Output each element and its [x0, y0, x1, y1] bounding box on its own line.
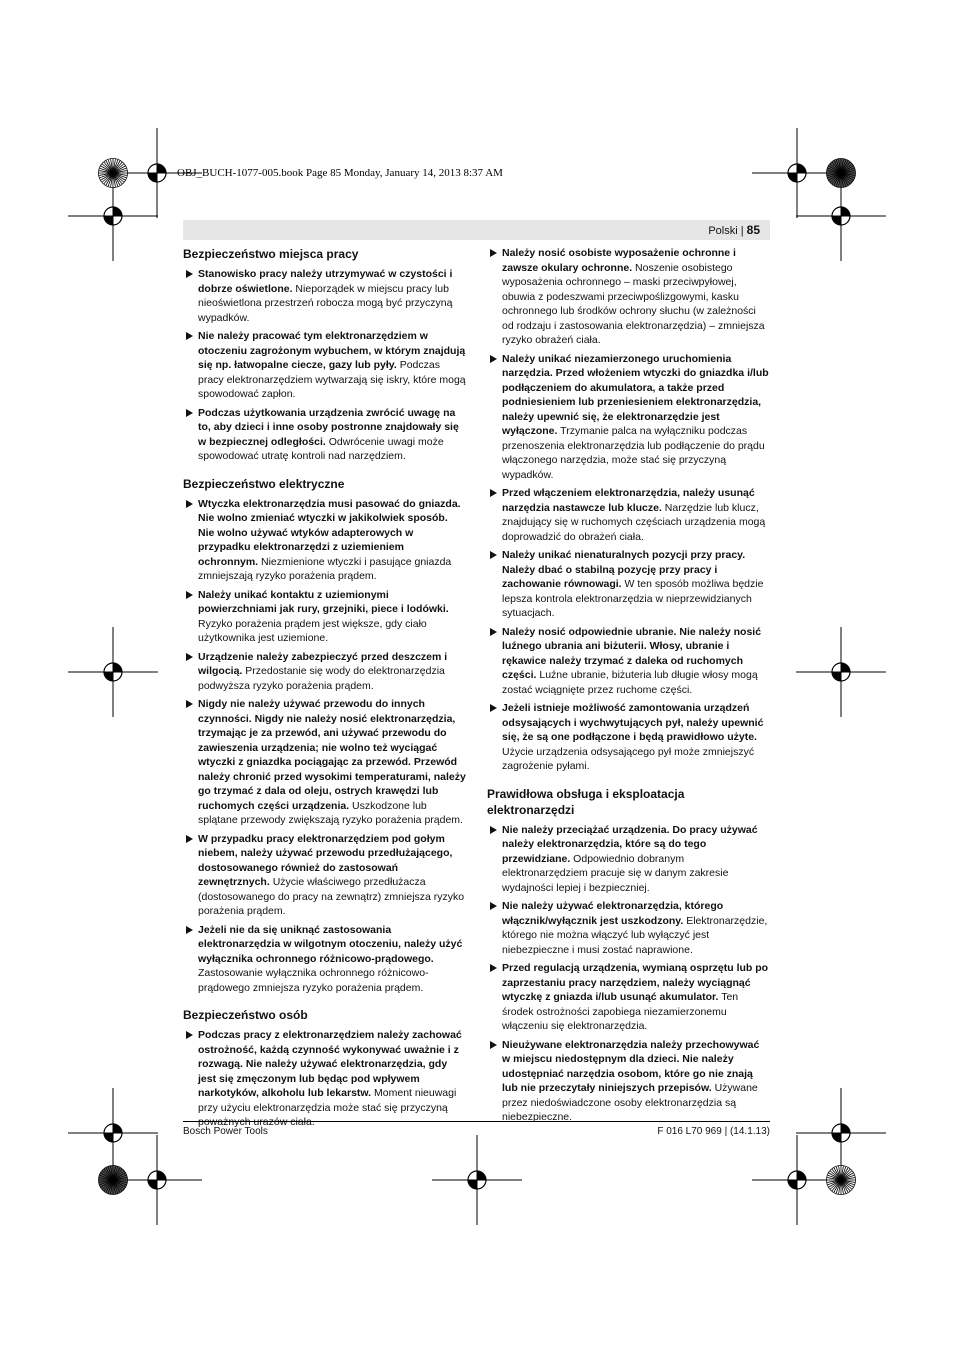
bullet-item — [487, 486, 770, 544]
footer-brand: Bosch Power Tools — [183, 1126, 268, 1137]
left-column — [183, 246, 466, 1134]
page-header — [708, 220, 770, 240]
bullet-bold-text: Wtyczka elektronarzędzia musi pasować do gniazda. Nie wolno zmieniać wtyczki w jakikolwiek sposób. Nie wolno używać wtyków adapterowych w przypadku elektronarzędzi z uziemieniem ochronnym. — [198, 497, 461, 568]
bullet-body-text: Zastosowanie wyłącznika ochronnego różnicowo-prądowego zmniejsza ryzyko porażenia prądem. — [198, 967, 429, 994]
bullet-bold-text: Jeżeli istnieje możliwość zamontowania urządzeń odsysających i wychwytujących pył, należy upewnić się, że są one podłączone i będą prawidłowo użyte. — [502, 702, 764, 743]
bullet-body-text: Niezmienione wtyczki i pasujące gniazda zmniejszają ryzyko porażenia prądem. — [198, 555, 452, 582]
bullet-triangle-icon — [490, 964, 497, 972]
bullet-triangle-icon — [186, 270, 193, 278]
footer-rule — [183, 1121, 770, 1122]
bullet-body-text: Odpowiednio dobranym elektronarzędziem pracuje się w danym zakresie wydajności lepiej i bezpieczniej. — [502, 852, 729, 894]
bullet-bold-text: Stanowisko pracy należy utrzymywać w czystości i dobrze oświetlone. — [198, 268, 453, 295]
right-column — [487, 246, 770, 1129]
bullet-triangle-icon — [490, 704, 497, 712]
bullet-body-text: Moment nieuwagi przy użyciu elektronarzędzia może stać się przyczyną poważnych urazów ciała. — [198, 1087, 457, 1128]
section-heading: Bezpieczeństwo osób — [183, 1008, 308, 1022]
bullet-body-text: Przedostanie się wody do elektronarzędzia podwyższa ryzyko porażenia prądem. — [198, 665, 445, 692]
bullet-triangle-icon — [490, 551, 497, 559]
star-target-icon — [826, 1165, 856, 1195]
bullet-body-text: Luźne ubranie, biżuteria lub długie włosy mogą zostać wciągnięte przez ruchome części. — [502, 669, 758, 696]
section-heading: Bezpieczeństwo elektryczne — [183, 476, 345, 491]
bullet-body-text: Trzymanie palca na wyłączniku podczas przenoszenia elektronarzędzia lub podłączenie do prądu włączonego narzędzia, może stać się przyczyną wypadków. — [502, 425, 765, 481]
bullet-triangle-icon — [490, 826, 497, 834]
bullet-item — [183, 497, 466, 584]
bullet-bold-text: Należy nosić osobiste wyposażenie ochronne i zawsze okulary ochronne. — [502, 247, 736, 274]
bullet-body-text: Narzędzie lub klucz, znajdujący się w ruchomych częściach urządzenia mogą doprowadzić do obrażeń ciała. — [502, 501, 766, 543]
bullet-item — [183, 923, 466, 996]
section-heading: Bezpieczeństwo miejsca pracy — [183, 247, 359, 261]
bullet-bold-text: Nieużywane elektronarzędzia należy przechowywać w miejscu niedostępnym dla dzieci. Nie należy udostępniać narzędzia osobom, które go nie znają lub nie przeczytały niniejszych przepisów. — [502, 1038, 760, 1094]
bullet-body-text: Ryzyko porażenia prądem jest większe, gdy ciało użytkownika jest uziemione. — [198, 617, 427, 644]
bullet-bold-text: Nie należy pracować tym elektronarzędziem w otoczeniu zagrożonym wybuchem, w którym znajdują się np. łatwopalne ciecze, gazy lub pyły. — [198, 330, 466, 371]
bullet-item — [487, 1038, 770, 1125]
bullet-bold-text: Należy unikać nienaturalnych pozycji przy pracy. Należy dbać o stabilną pozycję przy pracy i zachowanie równowagi. — [502, 549, 746, 590]
bullet-triangle-icon — [186, 926, 193, 934]
page-header-bar — [183, 220, 770, 240]
star-target-icon — [826, 158, 856, 188]
bullet-bold-text: Należy unikać niezamierzonego uruchomienia narzędzia. Przed włożeniem wtyczki do gniazdka i/lub podłączeniem do akumulatora, a także przed podniesieniem lub przeniesieniem elektronarzędzia, należy upewnić się, że elektronarzędzie jest wyłączone. — [502, 352, 769, 437]
bullet-triangle-icon — [186, 835, 193, 843]
crosshair-mark-icon — [432, 1135, 522, 1225]
bullet-bold-text: Przed włączeniem elektronarzędzia, należy usunąć narzędzia nastawcze lub klucze. — [502, 487, 755, 514]
bullet-item — [183, 406, 466, 464]
bullet-item — [487, 352, 770, 483]
bullet-bold-text: Nie należy przeciążać urządzenia. Do pracy używać należy elektronarzędzia, które są do tego przewidziane. — [502, 823, 758, 865]
page-number: 85 — [746, 223, 760, 237]
bullet-body-text: W ten sposób możliwa będzie lepsza kontrola elektronarzędzia w nieprzewidzianych sytuacjach. — [502, 578, 764, 619]
bullet-triangle-icon — [490, 902, 497, 910]
bullet-bold-text: Należy nosić odpowiednie ubranie. Nie należy nosić luźnego ubrania ani biżuterii. Włosy, ubranie i rękawice należy trzymać z daleka od ruchomych części. — [502, 625, 762, 681]
bullet-item — [487, 899, 770, 957]
bullet-bold-text: Urządzenie należy zabezpieczyć przed deszczem i wilgocią. — [198, 650, 448, 677]
bullet-bold-text: Podczas pracy z elektronarzędziem należy zachować ostrożność, każdą czynność wykonywać uważnie i z rozwagą. Nie należy używać elektronarzędzia, gdy jest się zmęczonym lub będąc pod wpływem narkotyków, alkoholu lub lekarstw. — [198, 1029, 462, 1099]
bullet-bold-text: Podczas użytkowania urządzenia zwrócić uwagę na to, aby dzieci i inne osoby postronne znajdowały się w bezpiecznej odległości. — [198, 406, 459, 448]
bullet-triangle-icon — [490, 489, 497, 497]
bullet-body-text: Noszenie osobistego wyposażenia ochronnego – maski przeciwpyłowej, obuwia z podeszwami przeciwpoślizgowymi, kasku ochronnego lub środków ochrony słuchu (w zależności od rodzaju i zastosowania elektronarzędzia) – zmniejsza ryzyko obrażeń ciała. — [502, 261, 765, 346]
bullet-triangle-icon — [186, 1031, 193, 1039]
star-target-icon — [98, 158, 128, 188]
bullet-item — [183, 832, 466, 919]
section-gap — [183, 999, 466, 1007]
bullet-body-text: Nieporządek w miejscu pracy lub nieoświetlona przestrzeń robocza mogą być przyczyną wypadków. — [198, 282, 453, 324]
bullet-triangle-icon — [186, 500, 193, 508]
bullet-item — [487, 548, 770, 621]
crosshair-mark-icon — [68, 627, 158, 717]
bullet-item — [183, 697, 466, 828]
bullet-item — [487, 246, 770, 348]
bullet-triangle-icon — [186, 332, 193, 340]
print-slug: OBJ_BUCH-1077-005.book Page 85 Monday, January 14, 2013 8:37 AM — [177, 167, 503, 179]
bullet-body-text: Uszkodzone lub splątane przewody zwiększają ryzyko porażenia prądem. — [198, 799, 463, 826]
bullet-body-text: Podczas pracy elektronarzędziem wytwarzają się iskry, które mogą spowodować zapłon. — [198, 359, 466, 400]
bullet-bold-text: Przed regulacją urządzenia, wymianą osprzętu lub po zaprzestaniu pracy narzędziem, należy wyciągnąć wtyczkę z gniazda i/lub usunąć akumulator. — [502, 962, 769, 1003]
bullet-item — [183, 588, 466, 646]
star-target-icon — [98, 1165, 128, 1195]
bullet-body-text: Ten środek ostrożności zapobiega niezamierzonemu włączeniu się elektronarzędzia. — [502, 991, 739, 1032]
bullet-triangle-icon — [186, 653, 193, 661]
section-gap — [487, 778, 770, 786]
bullet-item — [183, 650, 466, 694]
bullet-triangle-icon — [490, 249, 497, 257]
bullet-body-text: Użycie właściwego przedłużacza (dostosowanego do pracy na zewnątrz) zmniejsza ryzyko porażenia prądem. — [198, 876, 465, 917]
bullet-bold-text: Jeżeli nie da się uniknąć zastosowania elektronarzędzia w wilgotnym otoczeniu, należy użyć wyłącznika ochronnego różnicowo-prądowego. — [198, 923, 463, 965]
bullet-bold-text: Nie należy używać elektronarzędzia, którego włącznik/wyłącznik jest uszkodzony. — [502, 900, 724, 927]
section-gap — [183, 468, 466, 476]
header-separator: | — [740, 225, 744, 237]
footer-doc-id: F 016 L70 969 | (14.1.13) — [657, 1126, 770, 1137]
bullet-item — [183, 329, 466, 402]
bullet-item — [487, 823, 770, 896]
header-language: Polski — [708, 225, 738, 237]
crosshair-mark-icon — [796, 627, 886, 717]
section-heading: Prawidłowa obsługa i eksploatacja elektronarzędzi — [487, 786, 685, 817]
bullet-triangle-icon — [490, 1041, 497, 1049]
bullet-triangle-icon — [186, 700, 193, 708]
bullet-item — [487, 701, 770, 774]
bullet-body-text: Odwrócenie uwagi może spowodować utratę kontroli nad narzędziem. — [198, 435, 444, 462]
bullet-triangle-icon — [490, 628, 497, 636]
bullet-triangle-icon — [186, 409, 193, 417]
bullet-bold-text: W przypadku pracy elektronarzędziem pod gołym niebem, należy używać przewodu przedłużającego, dostosowanego również do zastosowań zewnętrznych. — [198, 832, 453, 888]
bullet-triangle-icon — [186, 591, 193, 599]
bullet-item — [487, 625, 770, 698]
bullet-body-text: Użycie urządzenia odsysającego pył może zmniejszyć zagrożenie pyłami. — [502, 745, 755, 772]
bullet-item — [487, 961, 770, 1034]
bullet-body-text: Używane przez niedoświadczone osoby elektronarzędzia są niebezpieczne. — [502, 1082, 758, 1123]
bullet-bold-text: Nigdy nie należy używać przewodu do innych czynności. Nigdy nie należy nosić elektronarzędzia, trzymając je za przewód, ani używać przewodu do zawieszenia urządzenia; nie wolno też wyciągać wtyczki z gniazdka pociągając za przewód. Przewód należy chronić przed wysokimi temperaturami, należy go trzymać z dala od oleju, ostrych krawędzi lub ruchomych części urządzenia. — [198, 698, 466, 812]
bullet-item — [183, 267, 466, 325]
bullet-item — [183, 1028, 466, 1130]
bullet-triangle-icon — [490, 355, 497, 363]
bullet-body-text: Elektronarzędzie, którego nie można włączyć lub wyłączyć jest niebezpieczne i musi zostać naprawione. — [502, 914, 768, 956]
bullet-bold-text: Należy unikać kontaktu z uziemionymi powierzchniami jak rury, grzejniki, piece i lodówki. — [198, 588, 449, 615]
